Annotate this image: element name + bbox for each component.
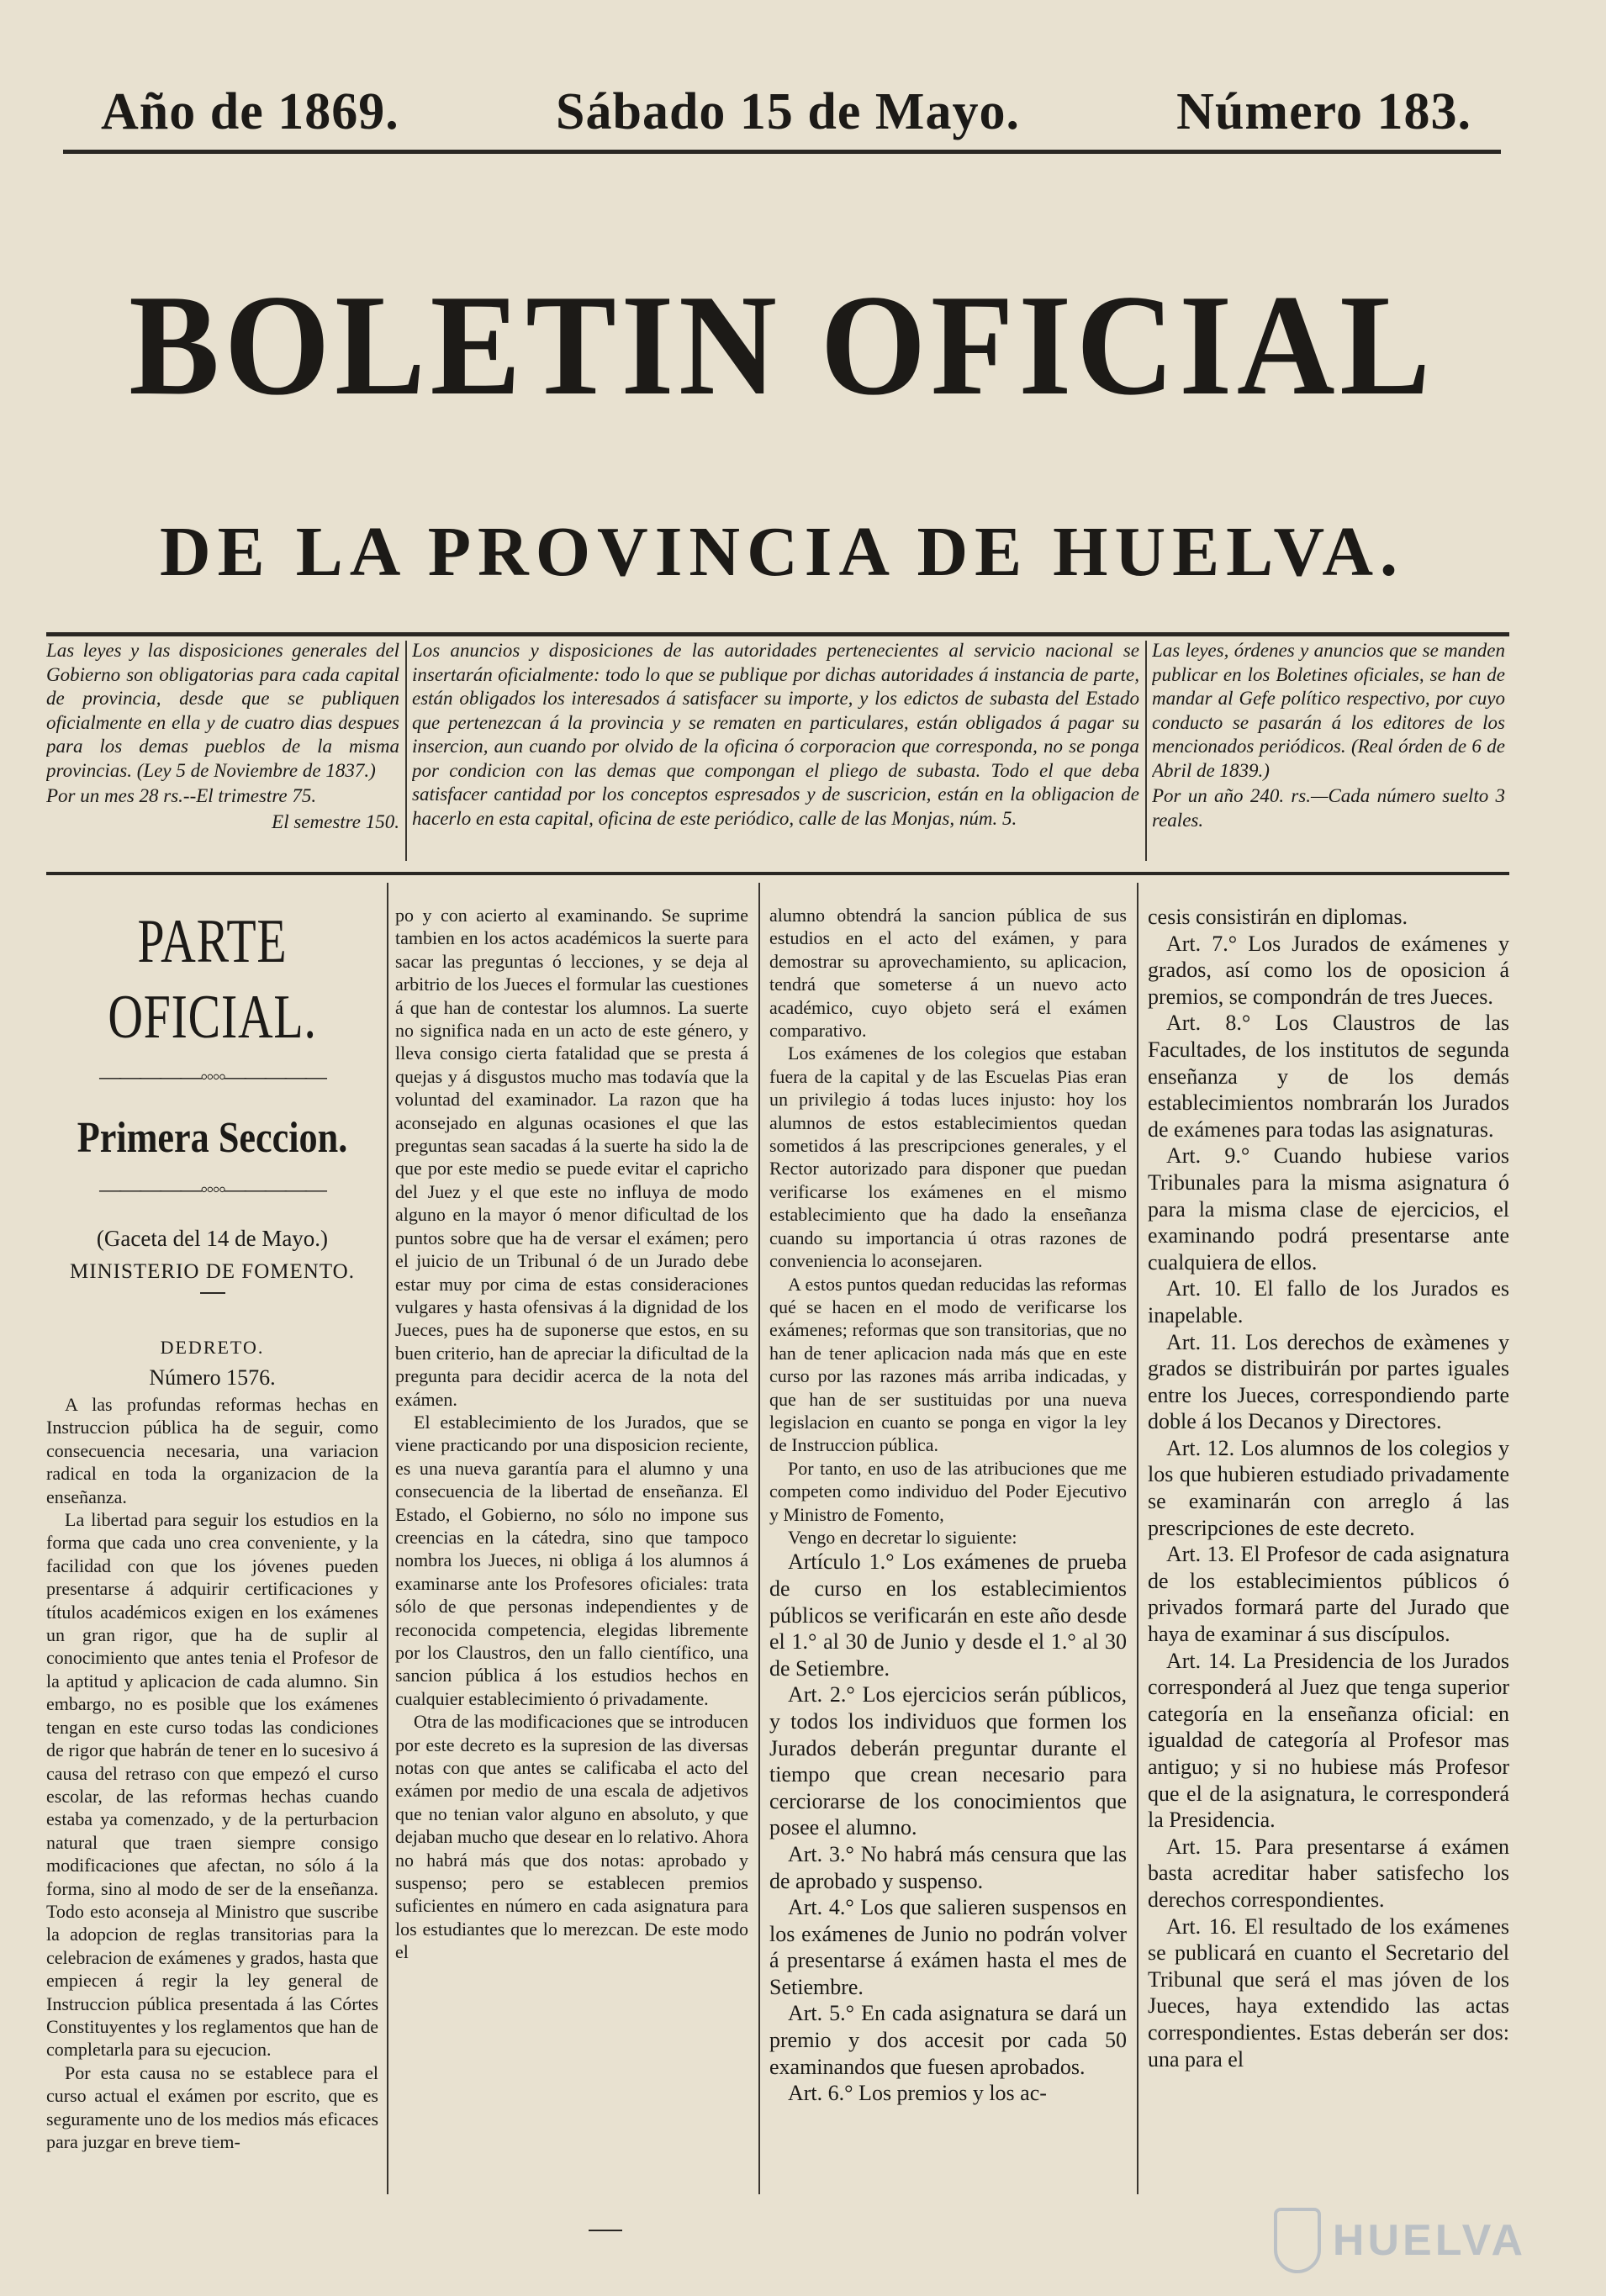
article: Art. 12. Los alumnos de los colegios y los que hubieren estudiado privadamente se examinarán con arreglo á las prescripciones de este decreto. [1148,1435,1509,1540]
seccion-heading: Primera Seccion. [77,1114,348,1162]
masthead-subtitle: DE LA PROVINCIA DE HUELVA. [160,513,1404,591]
article: Art. 3.° No habrá más censura que las de aprobado y suspenso. [769,1841,1127,1893]
ornament-rule: —————◦◦◦◦————— [99,1064,325,1089]
article: Art. 15. Para presentarse á exámen basta acreditar haber satisfecho los derechos correspondientes. [1148,1834,1509,1912]
paragraph: A las profundas reformas hechas en Instruccion pública ha de seguir, como consecuencia necesaria, una variacion radical en toda la organizacion de la enseñanza. [46,1394,378,1507]
article: cesis consistirán en diplomas. [1148,905,1408,929]
article: Art. 13. El Profesor de cada asignatura de los establecimientos públicos ó privados formará parte del Jurado que haya de examinar á sus discípulos. [1148,1542,1509,1647]
footer-dash [589,2230,622,2231]
top-rule [63,150,1501,154]
paragraph: po y con acierto al examinando. Se suprime tambien en los actos académicos la suerte para sacar las preguntas ó lecciones, y se deja al arbitrio de los Jueces el formular las cuestiones á que han de contestar los alumnos. La suerte no significa nada en un acto de este género, y lleva consigo cierta fatalidad que se presta á quejas y á disgustos mucho mas todavía que la voluntad del examinador. La razon que ha aconsejado en algunas ocasiones el que las preguntas sean sacadas á la suerte ha sido la de que por este medio se puede evitar el capricho del Juez y el que este no influya de modo alguno en la mayor ó menor dificultad de los puntos sobre que ha de versar el exámen; pero el juicio de un Tribunal ó de un Jurado debe estar muy por cima de estas consideraciones vulgares y hasta ofensivas á la dignidad de los Jueces, pues ha de suponerse que estos, en su buen criterio, han de apreciar la dificultad de la pregunta para decidir acerca de la nota del exámen. [395,905,748,1410]
paragraph: alumno obtendrá la sancion pública de sus estudios en el acto del exámen, y para demostrar su aprovechamiento, su aplicacion, tendrá que someterse á un nuevo acto académico, cuyo objeto será el exámen comparativo. [769,905,1127,1042]
article: Art. 14. La Presidencia de los Jurados corresponderá al Juez que tenga superior categoría en la enseñanza oficial: en igualdad de categoría al Profesor mas antiguo; y si no hubiese más Profesor que el de la asignatura, le corresponderá la Presidencia. [1148,1648,1509,1833]
paragraph: El establecimiento de los Jurados, que se viene practicando por una disposicion reciente, es una nueva garantía para el alumno y una consecuencia de la libertad de enseñanza. El Estado, el Gobierno, no sólo no impone sus creencias en la cátedra, sino que tampoco nombra los Jueces, ni obliga á los alumnos á examinarse ante los Profesores oficiales: trata sólo de que personas independientes y de reconocida competencia, elegidas libremente por los Claustros, den un fallo científico, una sancion pública á los estudios hechos en cualquier establecimiento ó privadamente. [395,1411,748,1709]
column-divider-1 [387,883,388,2194]
article: Artículo 1.° Los exámenes de prueba de curso en los establecimientos públicos se verificarán en este año desde el 1.° al 30 de Junio y desde el 1.° al 30 de Setiembre. [769,1549,1127,1681]
paragraph: A estos puntos quedan reducidas las reformas qué se hacen en el modo de verificarse los exámenes; reformas que son transitorias, que no han de tener aplicacion nada más que en este curso por las razones más arriba indicadas, y que han de ser sustituidas por una nueva legislacion en cuanto se ponga en vigor la ley de Instruccion pública. [769,1273,1127,1456]
column-3 [769,904,1127,2249]
decree-label: DEDRETO. [160,1337,265,1358]
article: Art. 5.° En cada asignatura se dará un premio y dos accesit por cada 50 examinandos que fuesen aprobados. [769,2001,1127,2079]
article: Art. 8.° Los Claustros de las Facultades, de los institutos de segunda enseñanza y de los demás establecimientos nombrarán los Jurados de exámenes para todas las asignaturas. [1148,1011,1509,1142]
notice-right-price: Por un año 240. rs.—Cada número suelto 3 reales. [1152,785,1505,831]
short-rule [200,1292,225,1294]
article: Art. 16. El resultado de los exámenes se publicará en cuanto el Secretario del Tribunal que será el mas jóven de los Jueces, haya extendido las actas correspondientes. Estas deberán ser dos: una para el [1148,1913,1509,2072]
notice-left-price-2: El semestre 150. [272,810,399,832]
column-4 [1148,904,1509,2249]
notice-middle [412,639,1139,859]
dateline [101,74,1471,150]
issue-number: Número 183. [1176,82,1471,140]
ministry-name: MINISTERIO DE FOMENTO. [70,1260,355,1283]
section-rule [46,872,1509,875]
ornament-rule-2: —————◦◦◦◦————— [99,1177,325,1201]
paragraph: Los exámenes de los colegios que estaban fuera de la capital y de las Escuelas Pias eran un privilegio á todas luces injusto: hoy los alumnos de estos establecimientos quedan sometidos á las prescripciones generales, y el Rector autorizado para disponer que puedan verificarse los exámenes en el mismo establecimiento que ha dado la enseñanza cuando su importancia ú otras razones de conveniencia lo aconsejaren. [769,1042,1127,1272]
article: Art. 11. Los derechos de exàmenes y grados se distribuirán por partes iguales entre los Jueces, correspondiendo parte doble á los Decanos y Directores. [1148,1329,1509,1434]
article: Art. 7.° Los Jurados de exámenes y grados, así como los de oposicion á premios, se compondrán de tres Jueces. [1148,931,1509,1009]
paragraph: Otra de las modificaciones que se introducen por este decreto es la supresion de las diversas notas con que antes se calificaba el acto del exámen por medio de una escala de adjetivos que no tenian valor alguno en absoluto, y que dejaban mucho que desear en lo relativo. Ahora no habrá más que dos notas: aprobado y suspenso; pero se establecen premios suficientes en número en cada asignatura para los estudiantes que lo merezcan. De este modo el [395,1711,748,1963]
column-divider-3 [1137,883,1138,2194]
notice-middle-text: Los anuncios y disposiciones de las autoridades pertenecientes al servicio nacional se insertarán oficialmente: todo lo que se publique por dichas autoridades á instancia de parte, están obligados los interesados á satisfacer su importe, y los edictos de subasta del Estado que pertenezcan á la provincia y se rematen en particulares, están obligados á pagar su insercion, aun cuando por olvido de la oficina ó corporacion que corresponda, no se ponga por condicion con las demas que compongan el pliego de subasta. Todo el que deba satisfacer cantidad por los conceptos espresados y de suscricion, están en la obligacion de hacerlo en esta capital, oficina de este periódico, calle de las Monjas, núm. 5. [412,640,1139,829]
notice-divider-2 [1145,641,1147,861]
article: Art. 6.° Los premios y los ac- [788,2081,1047,2106]
paragraph: Por tanto, en uso de las atribuciones que me competen como individuo del Poder Ejecutivo y Ministro de Fomento, [769,1457,1127,1525]
notice-divider-1 [405,641,407,861]
column-divider-2 [758,883,760,2194]
gaceta-reference: (Gaceta del 14 de Mayo.) [96,1226,329,1251]
article: Art. 4.° Los que salieren suspensos en los exámenes de Junio no podrán volver á presentarse á exámen hasta el mes de Setiembre. [769,1895,1127,1999]
column-2 [395,904,748,2249]
notice-left [46,639,399,859]
notice-right [1152,639,1505,859]
decree-number: Número 1576. [149,1365,276,1390]
article: Art. 2.° Los ejercicios serán públicos, y todos los individuos que formen los Jurados deberán preguntar durante el tiempo que crean necesario para cerciorarse de los conocimientos que posee el alumno. [769,1682,1127,1840]
watermark-text: HUELVA [1332,2216,1526,2265]
issue-date: Sábado 15 de Mayo. [555,82,1020,140]
article: Art. 9.° Cuando hubiese varios Tribunales para la misma asignatura ó para la misma clase de ejercicios, el examinando podrá presentarse ante cualquiera de ellos. [1148,1143,1509,1275]
paragraph: Por esta causa no se establece para el curso actual el exámen por escrito, que es seguramente uno de los medios más eficaces para juzgar en breve tiem- [46,2061,378,2152]
paragraph: Vengo en decretar lo siguiente: [788,1526,1017,1548]
notice-left-price-1: Por un mes 28 rs.--El trimestre 75. [46,785,317,806]
column-1 [46,904,378,2249]
parte-oficial-heading: PARTE OFICIAL. [108,907,317,1052]
notice-right-text: Las leyes, órdenes y anuncios que se manden publicar en los Boletines oficiales, se han de mandar al Gefe político respectivo, por cuyo conducto se pasarán á los editores de los mencionados periódicos. (Real órden de 6 de Abril de 1839.) [1152,640,1505,781]
header-rule [46,632,1509,636]
shield-icon [1274,2208,1321,2273]
paragraph: La libertad para seguir los estudios en la forma que cada uno crea conveniente, y la facilidad con que los jóvenes pueden presentarse á adquirir certificaciones y títulos académicos exigen en los exámenes un gran rigor, que ha de suplir al conocimiento que antes tenia el Profesor de la aptitud y aplicacion de cada alumno. Sin embargo, no es posible que los exámenes tengan en este curso todas las condiciones de rigor que habrán de tener en lo sucesivo á causa del retraso con que empezó el curso escolar, de las reformas hechas cuando estaba ya comenzado, y de la perturbacion natural que traen siempre consigo modificaciones que afectan, no sólo á la forma, sino al modo de ser de la enseñanza. Todo esto aconseja al Ministro que suscribe la adopcion de reglas transitorias para la celebracion de exámenes y grados, hasta que empiecen á regir la ley general de Instruccion pública presentada á las Córtes Constituyentes y los reglamentos que han de completarla para su ejecucion. [46,1509,378,2061]
article: Art. 10. El fallo de los Jurados es inapelable. [1148,1276,1509,1327]
masthead-title: BOLETIN OFICIAL [129,266,1435,425]
issue-year: Año de 1869. [101,82,399,140]
notice-left-text: Las leyes y las disposiciones generales del Gobierno son obligatorias para cada capital de provincia, desde que se publiquen oficialmente en ella y de cuatro dias despues para los demas pueblos de la misma provincias. (Ley 5 de Noviembre de 1837.) [46,640,399,781]
library-watermark [1274,2203,1526,2278]
